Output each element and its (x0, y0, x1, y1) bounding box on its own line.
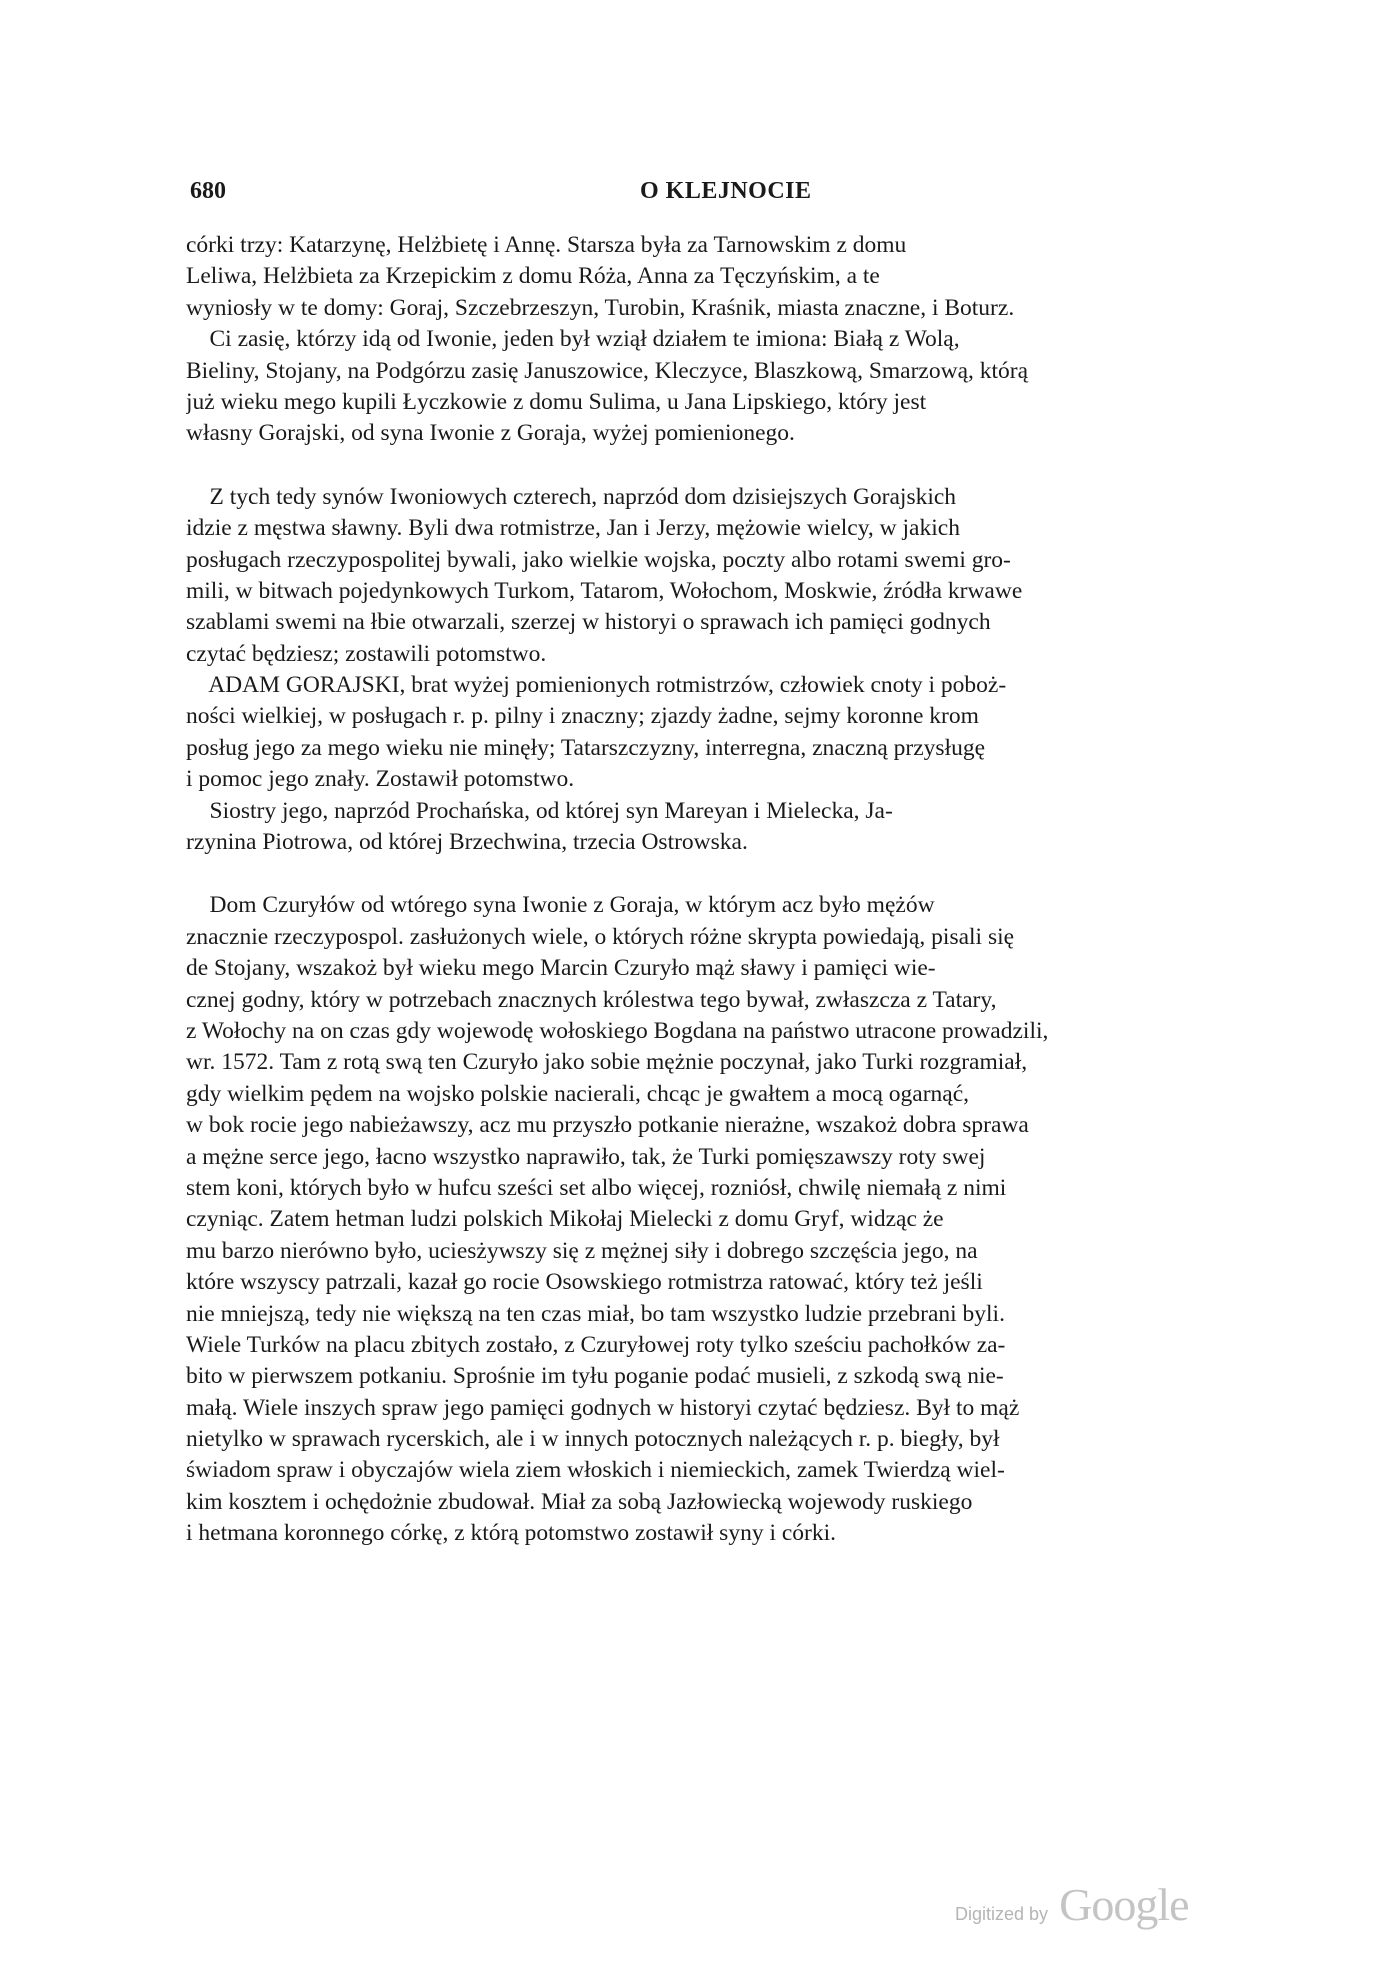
digitized-by-label: Digitized by (955, 1904, 1049, 1924)
text-line: Ci zasię, którzy idą od Iwonie, jeden był wziął działem te imiona: Białą z Wolą, (186, 326, 960, 353)
text-line: czyniąc. Zatem hetman ludzi polskich Mikołaj Mielecki z domu Gryf, widząc że (186, 1206, 944, 1233)
text-line: Bieliny, Stojany, na Podgórzu zasię Januszowice, Kleczyce, Blaszkową, Smarzową, którą (186, 357, 1029, 384)
text-line: szablami swemi na łbie otwarzali, szerzej w historyi o sprawach ich pamięci godnych (186, 609, 991, 636)
text-line: znacznie rzeczypospol. zasłużonych wiele, o których różne skrypta powiedają, pisali się (186, 923, 1015, 950)
text-line: a mężne serce jego, łacno wszystko naprawiło, tak, że Turki pomięszawszy roty swej (186, 1143, 986, 1170)
digitized-by-google-watermark (955, 1878, 1189, 1928)
text-line: de Stojany, wszakoż był wieku mego Marcin Czuryło mąż sławy i pamięci wie- (186, 955, 936, 982)
text-line: Z tych tedy synów Iwoniowych czterech, naprzód dom dzisiejszych Gorajskich (186, 483, 957, 510)
text-line: stem koni, których było w hufcu sześci set albo więcej, rozniósł, chwilę niemałą z nimi (186, 1174, 1007, 1201)
text-line: mu barzo nierówno było, uciesżywszy się z mężnej siły i dobrego szczęścia jego, na (186, 1237, 978, 1264)
page-header (190, 178, 1290, 218)
page-number: 680 (190, 178, 226, 204)
paragraph-gap (186, 450, 1292, 482)
google-logo: Google (1059, 1879, 1189, 1930)
text-line: Leliwa, Helżbieta za Krzepickim z domu Róża, Anna za Tęczyńskim, a te (186, 263, 880, 290)
text-line: nietylko w sprawach rycerskich, ale i w innych potocznych należących r. p. biegły, był (186, 1426, 1000, 1453)
paragraph-gap (186, 858, 1292, 890)
text-line: wr. 1572. Tam z rotą swą ten Czuryło jako sobie mężnie poczynał, jako Turki rozgramiał, (186, 1049, 1028, 1076)
text-line: córki trzy: Katarzynę, Helżbietę i Annę. Starsza była za Tarnowskim z domu (186, 232, 907, 258)
text-line: mili, w bitwach pojedynkowych Turkom, Tatarom, Wołochom, Moskwie, źródła krwawe (186, 577, 1023, 604)
text-line: gdy wielkim pędem na wojsko polskie nacierali, chcąc je gwałtem a mocą ogarnąć, (186, 1080, 970, 1107)
text-line: już wieku mego kupili Łyczkowie z domu Sulima, u Jana Lipskiego, który jest (186, 388, 927, 415)
text-line: które wszyscy patrzali, kazał go rocie Osowskiego rotmistrza ratować, który też jeśli (186, 1269, 983, 1296)
text-line: posługach rzeczypospolitej bywali, jako wielkie wojska, poczty albo rotami swemi gro- (186, 546, 1011, 573)
text-line: kim kosztem i ochędożnie zbudował. Miał za sobą Jazłowiecką wojewody ruskiego (186, 1488, 973, 1515)
text-line: Siostry jego, naprzód Prochańska, od której syn Mareyan i Mielecka, Ja- (186, 797, 893, 824)
text-line: rzynina Piotrowa, od której Brzechwina, trzecia Ostrowska. (186, 829, 748, 856)
text-line: z Wołochy na on czas gdy wojewodę wołoskiego Bogdana na państwo utracone prowadzili, (186, 1017, 1049, 1044)
text-line: ADAM GORAJSKI, brat wyżej pomienionych rotmistrzów, człowiek cnoty i poboż- (186, 672, 1007, 699)
text-line: świadom spraw i obyczajów wiela ziem włoskich i niemieckich, zamek Twierdzą wiel- (186, 1457, 1005, 1484)
text-line: Dom Czuryłów od wtórego syna Iwonie z Goraja, w którym acz było mężów (186, 892, 935, 919)
text-line: cznej godny, który w potrzebach znacznych królestwa tego bywał, zwłaszcza z Tatary, (186, 986, 997, 1013)
text-line: własny Gorajski, od syna Iwonie z Goraja, wyżej pomienionego. (186, 420, 795, 447)
text-line: Wiele Turków na placu zbitych zostało, z Czuryłowej roty tylko sześciu pachołków za- (186, 1331, 1006, 1358)
text-line: ności wielkiej, w posługach r. p. pilny i znaczny; zjazdy żadne, sejmy koronne krom (186, 703, 979, 730)
text-line: bito w pierwszem potkaniu. Sprośnie im tyłu poganie podać musieli, z szkodą swą nie- (186, 1363, 1004, 1390)
body-text (186, 230, 1292, 1550)
text-line: małą. Wiele inszych spraw jego pamięci godnych w historyi czytać będziesz. Był to mąż (186, 1394, 1020, 1421)
text-line: wyniosły w te domy: Goraj, Szczebrzeszyn, Turobin, Kraśnik, miasta znaczne, i Boturz. (186, 294, 1015, 321)
text-line: nie mniejszą, tedy nie większą na ten czas miał, bo tam wszystko ludzie przebrani byli. (186, 1300, 1005, 1327)
text-line: czytać będziesz; zostawili potomstwo. (186, 640, 547, 667)
text-line: w bok rocie jego nabieżawszy, acz mu przyszło potkanie nierażne, wszakoż dobra sprawa (186, 1112, 1029, 1139)
text-line: i pomoc jego znały. Zostawił potomstwo. (186, 766, 575, 793)
text-line: i hetmana koronnego córkę, z którą potomstwo zostawił syny i córki. (186, 1520, 837, 1547)
running-title: O KLEJNOCIE (640, 178, 812, 204)
text-line: posług jego za mego wieku nie minęły; Tatarszczyzny, interregna, znaczną przysługę (186, 734, 985, 761)
text-line: idzie z męstwa sławny. Byli dwa rotmistrze, Jan i Jerzy, mężowie wielcy, w jakich (186, 515, 960, 542)
